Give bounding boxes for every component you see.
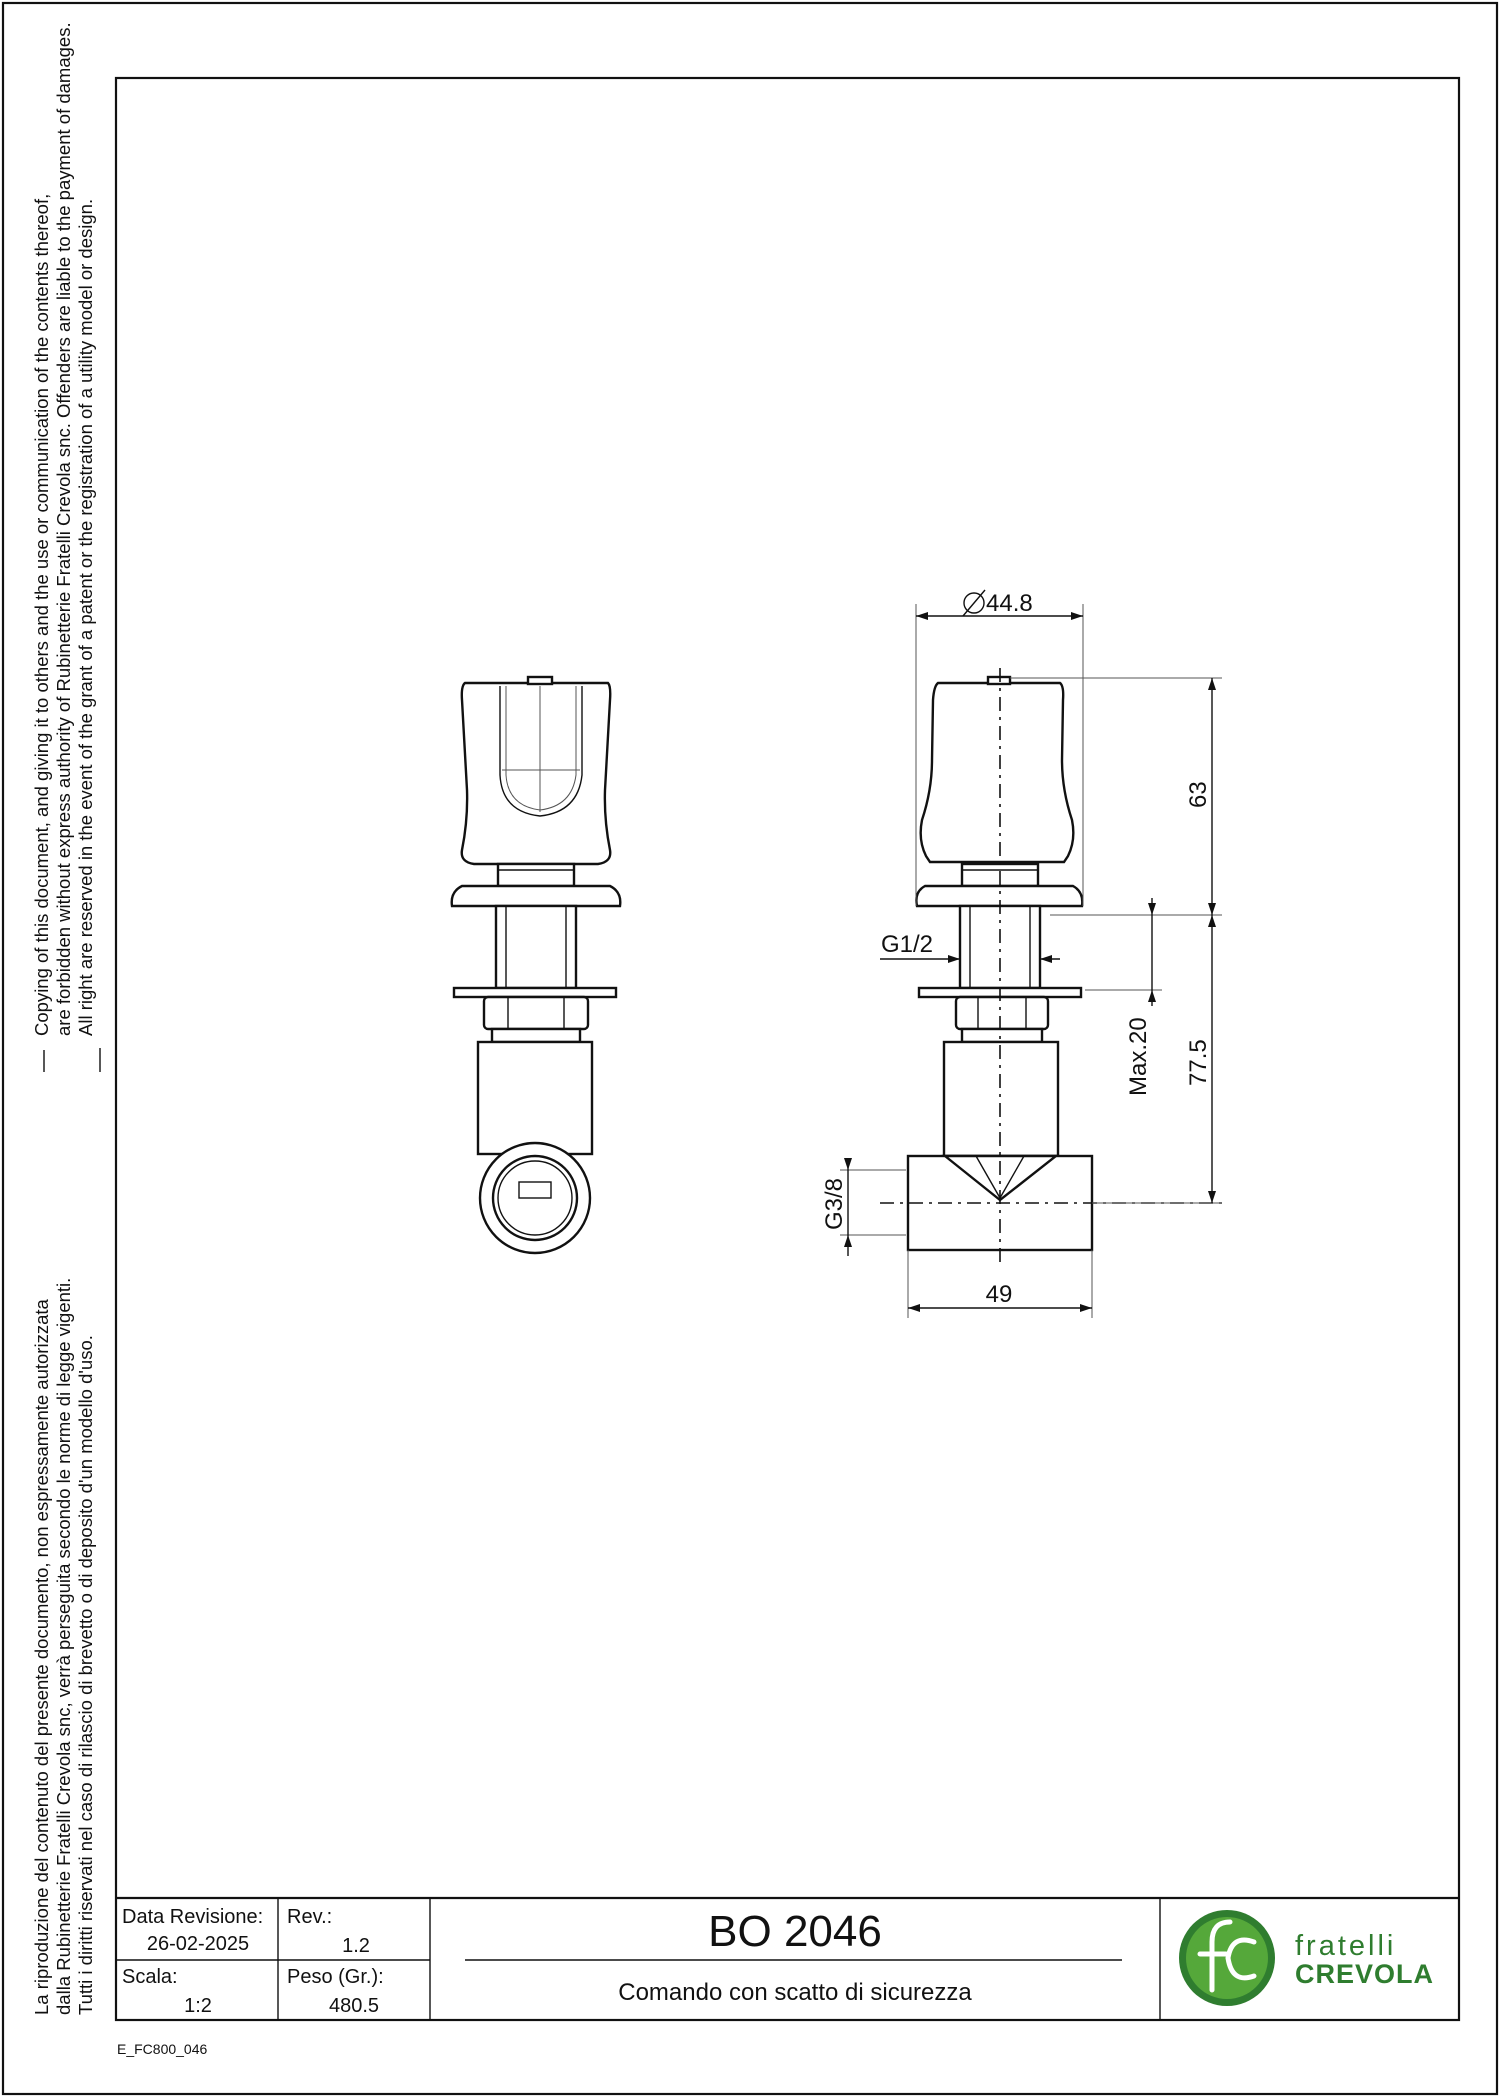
- valve-body-side: [478, 1042, 592, 1154]
- peso-value: 480.5: [328, 1995, 380, 2017]
- legal-it-line-3: Tutti i diritti riservati nel caso di rilascio di brevetto o di deposito d'un modello d'uso.: [75, 1335, 96, 2015]
- product-code: BO 2046: [708, 1907, 882, 1956]
- legal-en-line-2: are forbidden without express authority of Rubinetterie Fratelli Crevola snc. Offenders are liable to the payment of damages.: [53, 22, 74, 1036]
- valve-body-front: [944, 1042, 1058, 1156]
- legal-text-italian: [31, 1278, 96, 2015]
- rev-value: 1.2: [342, 1935, 370, 1957]
- logo-text-crevola: CREVOLA: [1295, 1959, 1435, 1989]
- height-77-label: 77.5: [1185, 1039, 1212, 1086]
- front-view: [880, 668, 1222, 1266]
- max-adjust-label: Max.20: [1125, 1017, 1152, 1096]
- peso-label: Peso (Gr.):: [287, 1966, 384, 1988]
- company-logo: [1179, 1910, 1434, 2006]
- handle-side: [462, 683, 611, 864]
- width-49-label: 49: [985, 1281, 1013, 1308]
- handle-screw-cap: [528, 677, 552, 684]
- diameter-label: 44.8: [986, 590, 1033, 617]
- handle-front: [921, 683, 1074, 862]
- data-revisione-value: 26-02-2025: [146, 1933, 250, 1955]
- lock-nut-side: [484, 997, 588, 1029]
- lock-nut-front: [956, 997, 1048, 1029]
- logo-text-fratelli: fratelli: [1295, 1930, 1397, 1962]
- legal-text-english: [31, 22, 100, 1072]
- legal-it-line-2: dalla Rubinetterie Fratelli Crevola snc, verrà perseguita secondo le norme di legge vigenti.: [53, 1277, 74, 2015]
- side-view: [452, 677, 621, 1253]
- mounting-plate-side: [454, 988, 616, 997]
- drawing-frame: [116, 78, 1459, 2020]
- legal-en-line-1: Copying of this document, and giving it to others and the use or communication of the contents thereof,: [31, 193, 52, 1036]
- product-description: Comando con scatto di sicurezza: [618, 1979, 972, 2006]
- thread-g12-label: G1/2: [881, 931, 934, 958]
- outer-frame: [3, 3, 1497, 2094]
- thread-g38-label: G3/8: [821, 1177, 848, 1230]
- scala-label: Scala:: [122, 1966, 178, 1988]
- height-63-label: 63: [1185, 781, 1212, 808]
- scala-value: 1:2: [184, 1995, 212, 2017]
- rosette-side: [452, 886, 621, 906]
- legal-en-line-3: All right are reserved in the event of the grant of a patent or the registration of a utility model or design.: [75, 198, 96, 1036]
- data-revisione-label: Data Revisione:: [122, 1906, 264, 1928]
- rev-label: Rev.:: [287, 1906, 333, 1928]
- legal-it-line-1: La riproduzione del contenuto del presente documento, non espressamente autorizzata: [31, 1299, 52, 2015]
- footer-drawing-code: E_FC800_046: [117, 2041, 208, 2057]
